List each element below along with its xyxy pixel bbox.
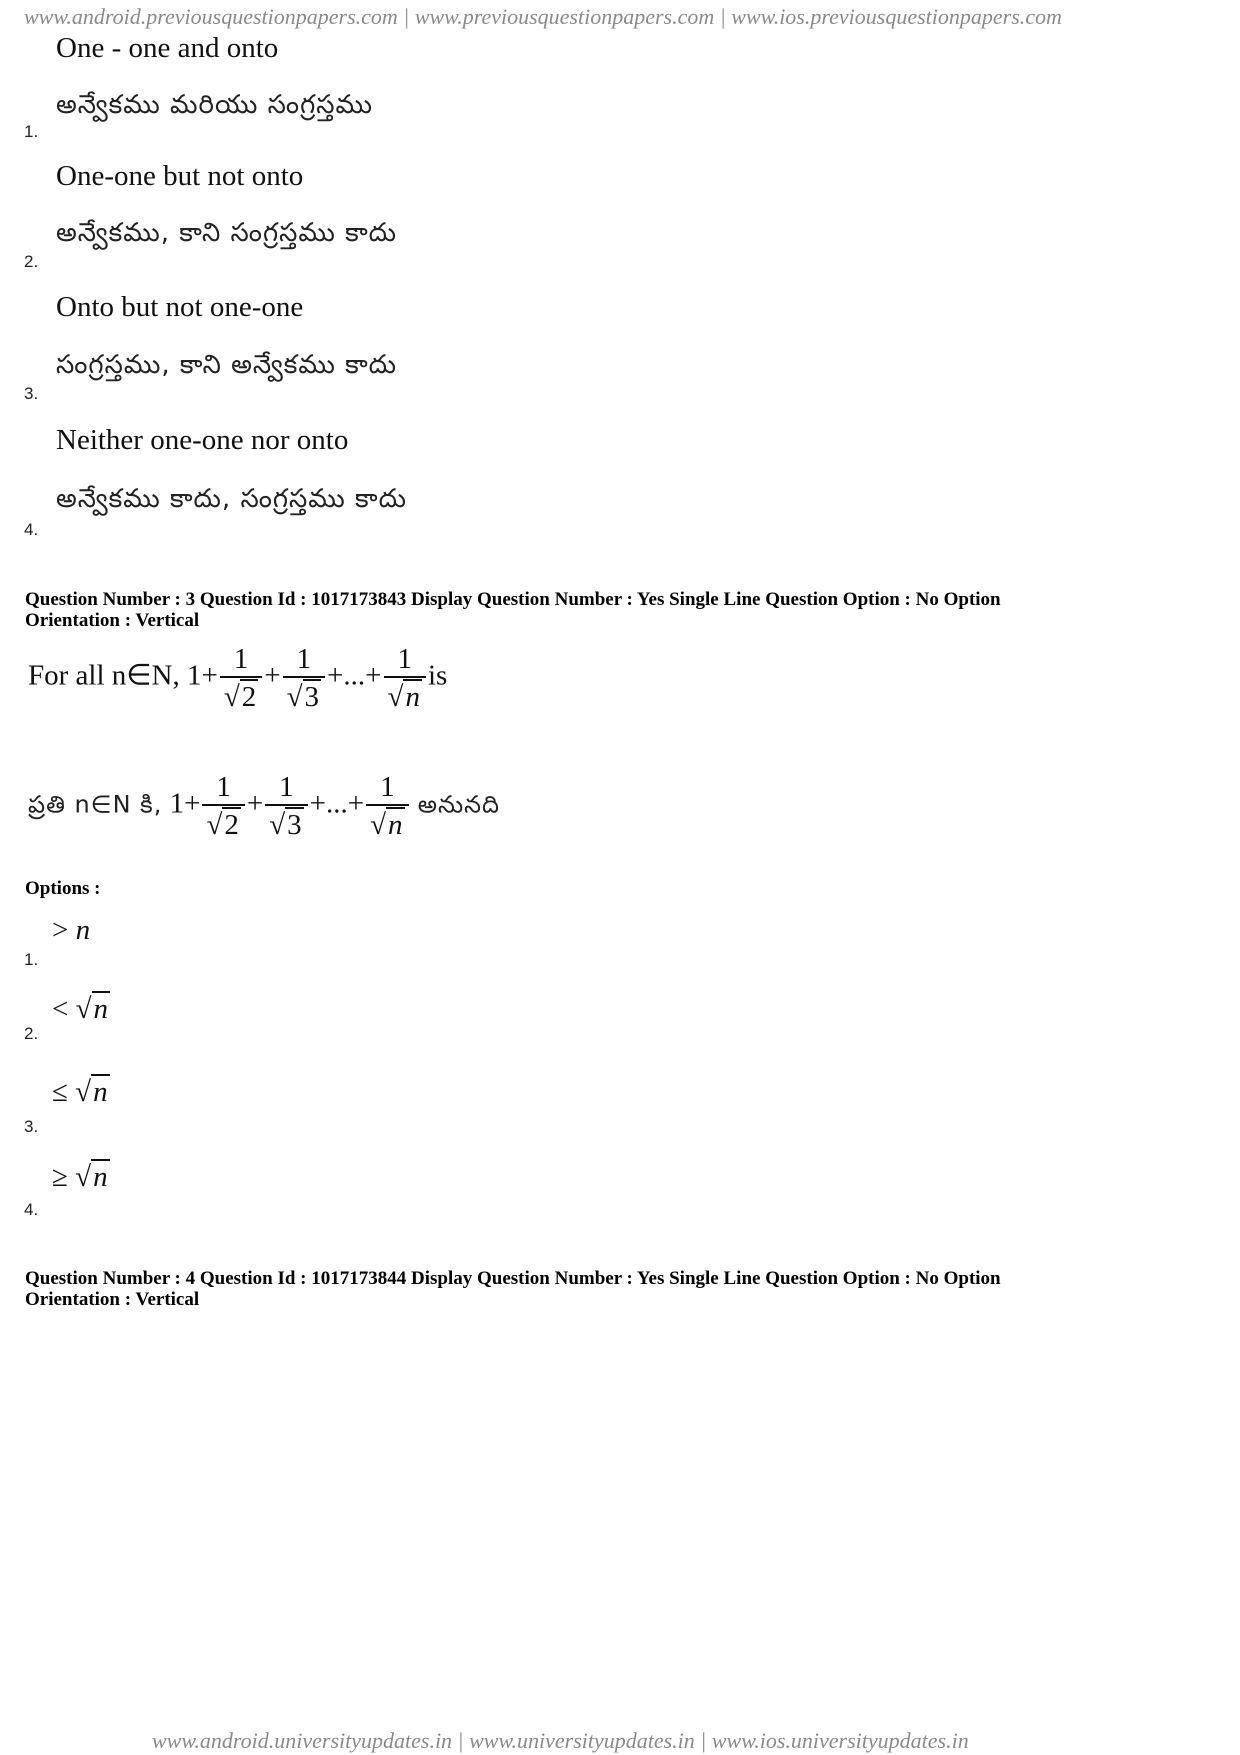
q3-te-one-plus: 1+: [169, 787, 201, 820]
q2-option-2-telugu: అన్వేకము, కాని సంగ్రస్తము కాదు: [56, 218, 398, 248]
q3-en-frac-2-num: 1: [296, 643, 312, 675]
q3-option-4-expr: [52, 1161, 110, 1194]
q3-en-frac-1-num: 1: [233, 643, 249, 675]
q3-te-frac-2: [265, 770, 307, 842]
q3-option-3-sqrt: √n: [75, 1076, 108, 1108]
q3-en-frac-1: [220, 642, 262, 714]
q3-te-frac-n: [366, 770, 408, 842]
q3-option-3-expr: [52, 1076, 110, 1109]
q2-option-4-number: 4.: [24, 520, 39, 539]
q3-option-4-sqrt: √n: [75, 1161, 108, 1193]
q3-meta-line2: Orientation : Vertical: [25, 610, 200, 631]
q3-en-sqrt-2-value: 2: [241, 681, 257, 713]
q3-te-sqrt-2: √2: [206, 809, 239, 841]
q3-options-label: Options :: [25, 878, 101, 899]
q3-en-sqrt-n-value: n: [405, 681, 420, 713]
q3-meta-line1: Question Number : 3 Question Id : 1017173843 Display Question Number : Yes Single Line Question Option : No Option: [25, 589, 1001, 610]
q3-telugu-statement: [28, 770, 500, 842]
q2-option-3-english: Onto but not one-one: [56, 291, 304, 323]
q3-en-sqrt-2: √2: [223, 681, 257, 713]
q3-option-4-operand: n: [93, 1161, 108, 1193]
q3-en-prefix: For all n∈N, 1+: [28, 659, 218, 692]
q3-option-2-expr: [52, 993, 110, 1026]
q3-en-sqrt-3-value: 3: [304, 681, 320, 713]
q3-option-1-relation: >: [52, 914, 69, 946]
q2-option-2-english: One-one but not onto: [56, 160, 304, 192]
q2-option-3-number: 3.: [24, 384, 39, 403]
q3-option-3-relation: ≤: [52, 1076, 68, 1108]
q3-option-4-relation: ≥: [52, 1161, 68, 1193]
q3-option-1-expr: [52, 914, 90, 947]
q3-te-sqrt-3-value: 3: [287, 809, 302, 841]
q2-option-3-telugu: సంగ్రస్తము, కాని అన్వేకము కాదు: [56, 350, 398, 380]
top-watermark: www.android.previousquestionpapers.com | www.previousquestionpapers.com | www.ios.previousquestionpapers.com: [24, 4, 1062, 29]
q3-te-plus: +: [246, 787, 264, 820]
q4-meta-line2: Orientation : Vertical: [25, 1289, 200, 1310]
q3-te-prefix: ప్రతి n∈N కి,: [28, 790, 163, 819]
q3-option-3-number: 3.: [24, 1117, 39, 1136]
q3-te-suffix: అనునది: [417, 790, 500, 819]
q4-meta: [25, 1268, 1205, 1310]
q3-te-frac-2-num: 1: [279, 771, 294, 803]
q3-te-frac-n-num: 1: [380, 771, 395, 803]
q3-en-sqrt-n: √n: [387, 681, 420, 713]
q2-option-4-telugu: అన్వేకము కాదు, సంగ్రస్తము కాదు: [56, 484, 407, 514]
q3-te-sqrt-n: √n: [370, 809, 403, 841]
q3-en-sqrt-3: √3: [286, 681, 320, 713]
q3-te-frac-1: [202, 770, 244, 842]
q2-option-2-number: 2.: [24, 252, 39, 271]
q3-te-frac-1-num: 1: [216, 771, 231, 803]
q3-option-2-relation: <: [52, 993, 69, 1025]
q2-option-1-telugu: అన్వేకము మరియు సంగ్రస్తము: [56, 90, 373, 120]
q3-option-2-sqrt: √n: [75, 993, 109, 1025]
q4-meta-line1: Question Number : 4 Question Id : 1017173844 Display Question Number : Yes Single Line Question Option : No Option: [25, 1268, 1001, 1289]
q3-te-sqrt-n-value: n: [388, 809, 403, 841]
bottom-watermark: www.android.universityupdates.in | www.universityupdates.in | www.ios.universityupdates.in: [152, 1728, 969, 1753]
q3-te-ellipsis: +...+: [309, 787, 365, 820]
q3-en-ellipsis: +...+: [327, 659, 382, 692]
q3-en-suffix: is: [427, 659, 448, 692]
q3-english-statement: [28, 642, 447, 714]
q3-te-sqrt-3: √3: [269, 809, 302, 841]
q2-option-1-english: One - one and onto: [56, 32, 279, 64]
q3-en-frac-2: [283, 642, 325, 714]
q3-en-frac-n: [384, 642, 426, 714]
q3-option-1-operand: n: [75, 914, 91, 946]
q3-option-2-number: 2.: [24, 1024, 39, 1043]
q3-en-frac-n-num: 1: [397, 643, 412, 675]
q2-option-1-number: 1.: [24, 122, 39, 141]
q2-option-4-english: Neither one-one nor onto: [56, 424, 349, 456]
q3-en-plus: +: [264, 659, 281, 692]
q3-te-sqrt-2-value: 2: [224, 809, 239, 841]
q3-option-1-number: 1.: [24, 950, 39, 969]
q3-meta: [25, 589, 1205, 631]
q3-option-4-number: 4.: [24, 1200, 39, 1219]
q3-option-3-operand: n: [93, 1076, 108, 1108]
q3-option-2-operand: n: [93, 993, 109, 1025]
